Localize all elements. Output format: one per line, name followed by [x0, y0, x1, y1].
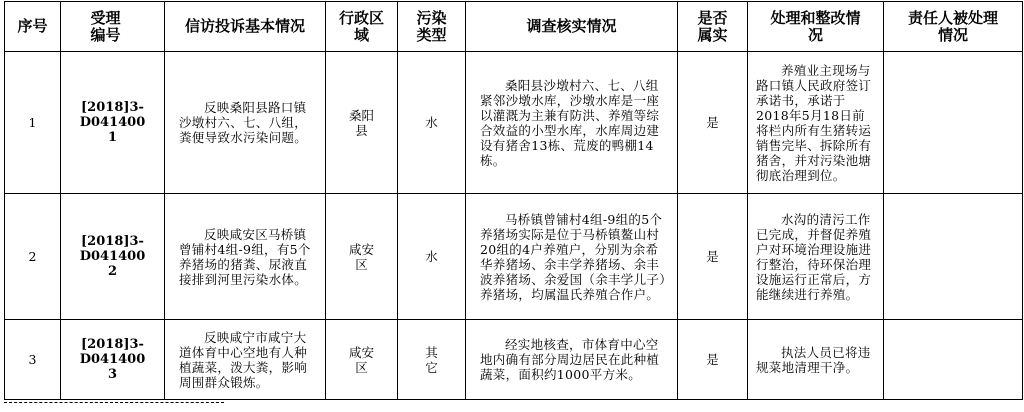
header-row — [5, 2, 1023, 52]
cell-region: 咸安区 — [326, 320, 398, 400]
cell-investigation: 桑阳县沙墩村六、七、八组紧邻沙墩水库，沙墩水库是一座以灌溉为主兼有防洪、养殖等综合效益的小型水库，水库周边建设有猪舍13栋、荒废的鸭棚14栋。 — [466, 52, 678, 194]
cell-pollution: 水 — [398, 52, 466, 194]
cell-region: 桑阳县 — [326, 52, 398, 194]
cell-handling: 执法人员已将违规菜地清理干净。 — [748, 320, 884, 400]
cell-seq: 3 — [5, 320, 61, 400]
table-row — [5, 52, 1023, 194]
table-row — [5, 194, 1023, 320]
header-responsible: 责任人被处理情况 — [884, 2, 1023, 52]
cell-basic: 反映桑阳县路口镇沙墩村六、七、八组，粪便导致水污染问题。 — [165, 52, 326, 194]
cell-basic: 反映咸宁市咸宁大道体育中心空地有人种植蔬菜，泼大粪，影响周围群众锻炼。 — [165, 320, 326, 400]
cell-responsible — [884, 320, 1023, 400]
cell-basic: 反映咸安区马桥镇曾铺村4组-9组，有5个养猪场的猪粪、尿液直接排到河里污染水体。 — [165, 194, 326, 320]
table-row — [5, 320, 1023, 400]
cell-accept-no: [2018]3-D0414003 — [61, 320, 165, 400]
cell-seq: 2 — [5, 194, 61, 320]
cell-verified: 是 — [678, 52, 748, 194]
header-pollution: 污染类型 — [398, 2, 466, 52]
cell-investigation: 马桥镇曾铺村4组-9组的5个养猪场实际是位于马桥镇鳌山村20组的4户养殖户，分别为余希华养猪场、余丰学养猪场、余丰波养猪场、余爱国（余丰学儿子）养猪场，均属温氏养殖合作户。 — [466, 194, 678, 320]
header-verified: 是否属实 — [678, 2, 748, 52]
cell-responsible — [884, 194, 1023, 320]
cell-verified: 是 — [678, 194, 748, 320]
header-investigation: 调查核实情况 — [466, 2, 678, 52]
cell-handling: 水沟的清污工作已完成，并督促养殖户对环境治理设施进行整治，待环保治理设施运行正常后，方能继续进行养殖。 — [748, 194, 884, 320]
header-accept-no: 受理编号 — [61, 2, 165, 52]
header-seq: 序号 — [5, 2, 61, 52]
cell-investigation: 经实地核查，市体育中心空地内确有部分周边居民在此种植蔬菜，面积约1000平方米。 — [466, 320, 678, 400]
cell-region: 咸安区 — [326, 194, 398, 320]
cell-verified: 是 — [678, 320, 748, 400]
cell-accept-no: [2018]3-D0414001 — [61, 52, 165, 194]
header-basic: 信访投诉基本情况 — [165, 2, 326, 52]
cell-handling: 养殖业主现场与路口镇人民政府签订承诺书，承诺于2018年5月18日前将栏内所有生猪转运销售完毕、拆除所有猪舍，并对污染池塘彻底治理到位。 — [748, 52, 884, 194]
cell-pollution: 水 — [398, 194, 466, 320]
cell-responsible — [884, 52, 1023, 194]
header-handling: 处理和整改情况 — [748, 2, 884, 52]
header-region: 行政区域 — [326, 2, 398, 52]
cell-accept-no: [2018]3-D0414002 — [61, 194, 165, 320]
cell-pollution: 其它 — [398, 320, 466, 400]
cell-seq: 1 — [5, 52, 61, 194]
complaint-table — [4, 1, 1023, 400]
